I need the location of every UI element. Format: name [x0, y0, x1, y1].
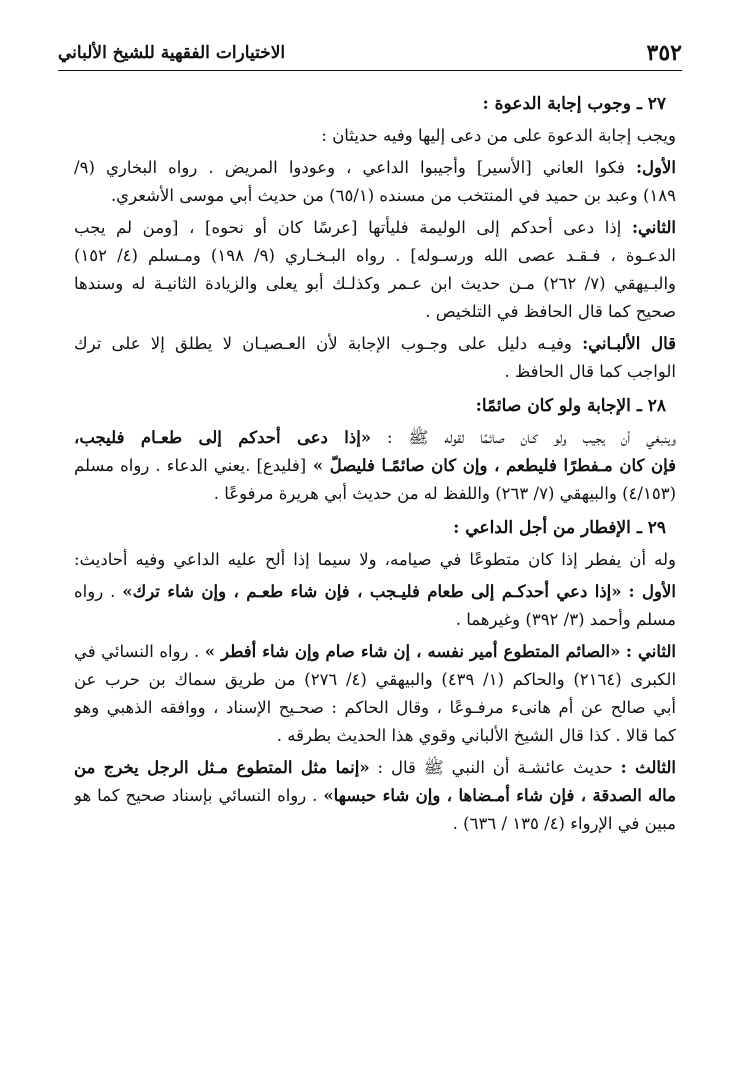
s29-first-label: الأول :	[628, 582, 676, 601]
s29-first-post: . رواه	[74, 582, 123, 601]
s28-text-line-3: (٤/١٥٣) والبيهقي (٧/ ٢٦٣) واللفظ له من حديث أبي هريرة مرفوعًا .	[213, 484, 676, 503]
section-27-intro: ويجب إجابة الدعوة على من دعى إليها وفيه حديثان :	[321, 126, 676, 145]
paragraph-s29-first	[74, 578, 676, 634]
section-29-intro: وله أن يفطر إذا كان متطوعًا في صيامه، ولا سيما إذا ألح عليه الداعي وفيه أحاديث:	[74, 550, 676, 569]
s28-hadith-line-2: فإن كان مـفطرًا فليطعم ، وإن كان صائمًـا فليصلّ »	[306, 456, 676, 475]
section-27-heading: ٢٧ ـ وجوب إجابة الدعوة :	[482, 94, 666, 114]
albani-text-line-2: الواجب كما قال الحافظ .	[504, 362, 676, 381]
s29-third-line-3: مبين في الإرواء (٤/ ١٣٥ / ٦٣٦) .	[452, 814, 676, 833]
second-text-line-1: إذا دعى أحدكم إلى الوليمة فليأتها [عرسًا كان أو نحوه] ، [ومن لم يجب	[74, 218, 632, 237]
s29-first-line-2: مسلم وأحمد (٣/ ٣٩٢) وغيرهما .	[455, 610, 676, 629]
second-label: الثاني:	[631, 218, 676, 237]
s29-second-line-4: كما قالا . كذا قال الشيخ الألباني وقوي هذا الحديث بطرقه .	[276, 726, 676, 745]
first-label: الأول:	[635, 158, 676, 177]
s29-third-label: الثالث :	[620, 758, 676, 777]
s29-first-hadith: «إذا دعي أحدكـم إلى طعام فليـجب ، فإن شاء طعـم ، وإن شاء ترك»	[122, 582, 622, 601]
second-text-line-3: والبـيهقي (٧/ ٢٦٢) مـن حديث ابن عـمر وكذلـك أبو يعلى والزيادة الثانيـة له وسندها	[74, 274, 676, 293]
s29-second-post: . رواه النسائي في	[74, 642, 205, 661]
s28-hadith-line-1: «إذا دعى أحدكم إلى طعـام فليجب،	[74, 428, 372, 447]
s29-third-hadith-2: ماله الصدقة ، فإن شاء أمـضاها ، وإن شاء حبسها»	[323, 786, 676, 805]
albani-text-line-1: وفيـه دليل على وجـوب الإجابة لأن العـصيـان لا يطلق إلا على ترك	[74, 334, 583, 353]
paragraph-s29-second	[74, 638, 676, 750]
s29-second-line-2: الكبرى (٢١٦٤) والحاكم (١/ ٤٣٩) والبيهقي (٤/ ٢٧٦) من طريق سماك بن حرب عن	[74, 670, 676, 689]
s28-text-post: [فليدع] .يعني الدعاء . رواه مسلم	[74, 456, 307, 475]
paragraph-section-28	[74, 424, 676, 508]
header-rule	[58, 70, 682, 71]
page-header	[58, 36, 682, 70]
albani-label: قال الألبـاني:	[582, 334, 676, 353]
section-28-heading: ٢٨ ـ الإجابة ولو كان صائمًا:	[475, 396, 666, 416]
s29-third-hadith-1: «إنما مثل المتطوع مـثل الرجل يخرج من	[74, 758, 370, 777]
paragraph-second-hadith	[74, 214, 676, 326]
paragraph-first-hadith	[74, 154, 676, 210]
paragraph-s29-third	[74, 754, 676, 838]
second-text-line-2: الدعـوة ، فـقـد عصى الله ورسـوله] . رواه البـخـاري (٩/ ١٩٨) ومـسلم (٤/ ١٥٢)	[74, 246, 676, 265]
s29-third-pre: حديث عائشـة أن النبي ﷺ قال :	[369, 758, 621, 777]
page-body	[74, 84, 676, 838]
running-title: الاختيارات الفقهية للشيخ الألباني	[58, 43, 286, 63]
s29-second-hadith: «الصائم المتطوع أمير نفسه ، إن شاء صام وإن شاء أفطر »	[204, 642, 621, 661]
first-text-line-2: ١٨٩) وعبد بن حميد في المنتخب من مسنده (٦٥/١) من حديث أبي موسى الأشعري.	[110, 186, 676, 205]
s29-second-label: الثاني :	[625, 642, 676, 661]
s28-text-pre: وينبغي أن يجيب ولو كـان صائمًا لقوله ﷺ :	[371, 428, 676, 447]
s29-second-line-3: أبي صالح عن أم هانىء مرفـوعًا ، وقال الحاكم : صحـيح الإسناد ، ووافقه الذهبي وهو	[74, 698, 676, 717]
section-29-heading: ٢٩ ـ الإفطار من أجل الداعي :	[453, 518, 666, 538]
second-text-line-4: صحيح كما قال الحافظ في التلخيص .	[425, 302, 676, 321]
first-text-line-1: فكوا العاني [الأسير] وأجيبوا الداعي ، وعودوا المريض . رواه البخاري (٩/	[74, 158, 636, 177]
page-number: ٣٥٢	[646, 40, 682, 66]
paragraph-albani-comment	[74, 330, 676, 386]
s29-third-post: . رواه النسائي بإسناد صحيح كما هو	[74, 786, 324, 805]
